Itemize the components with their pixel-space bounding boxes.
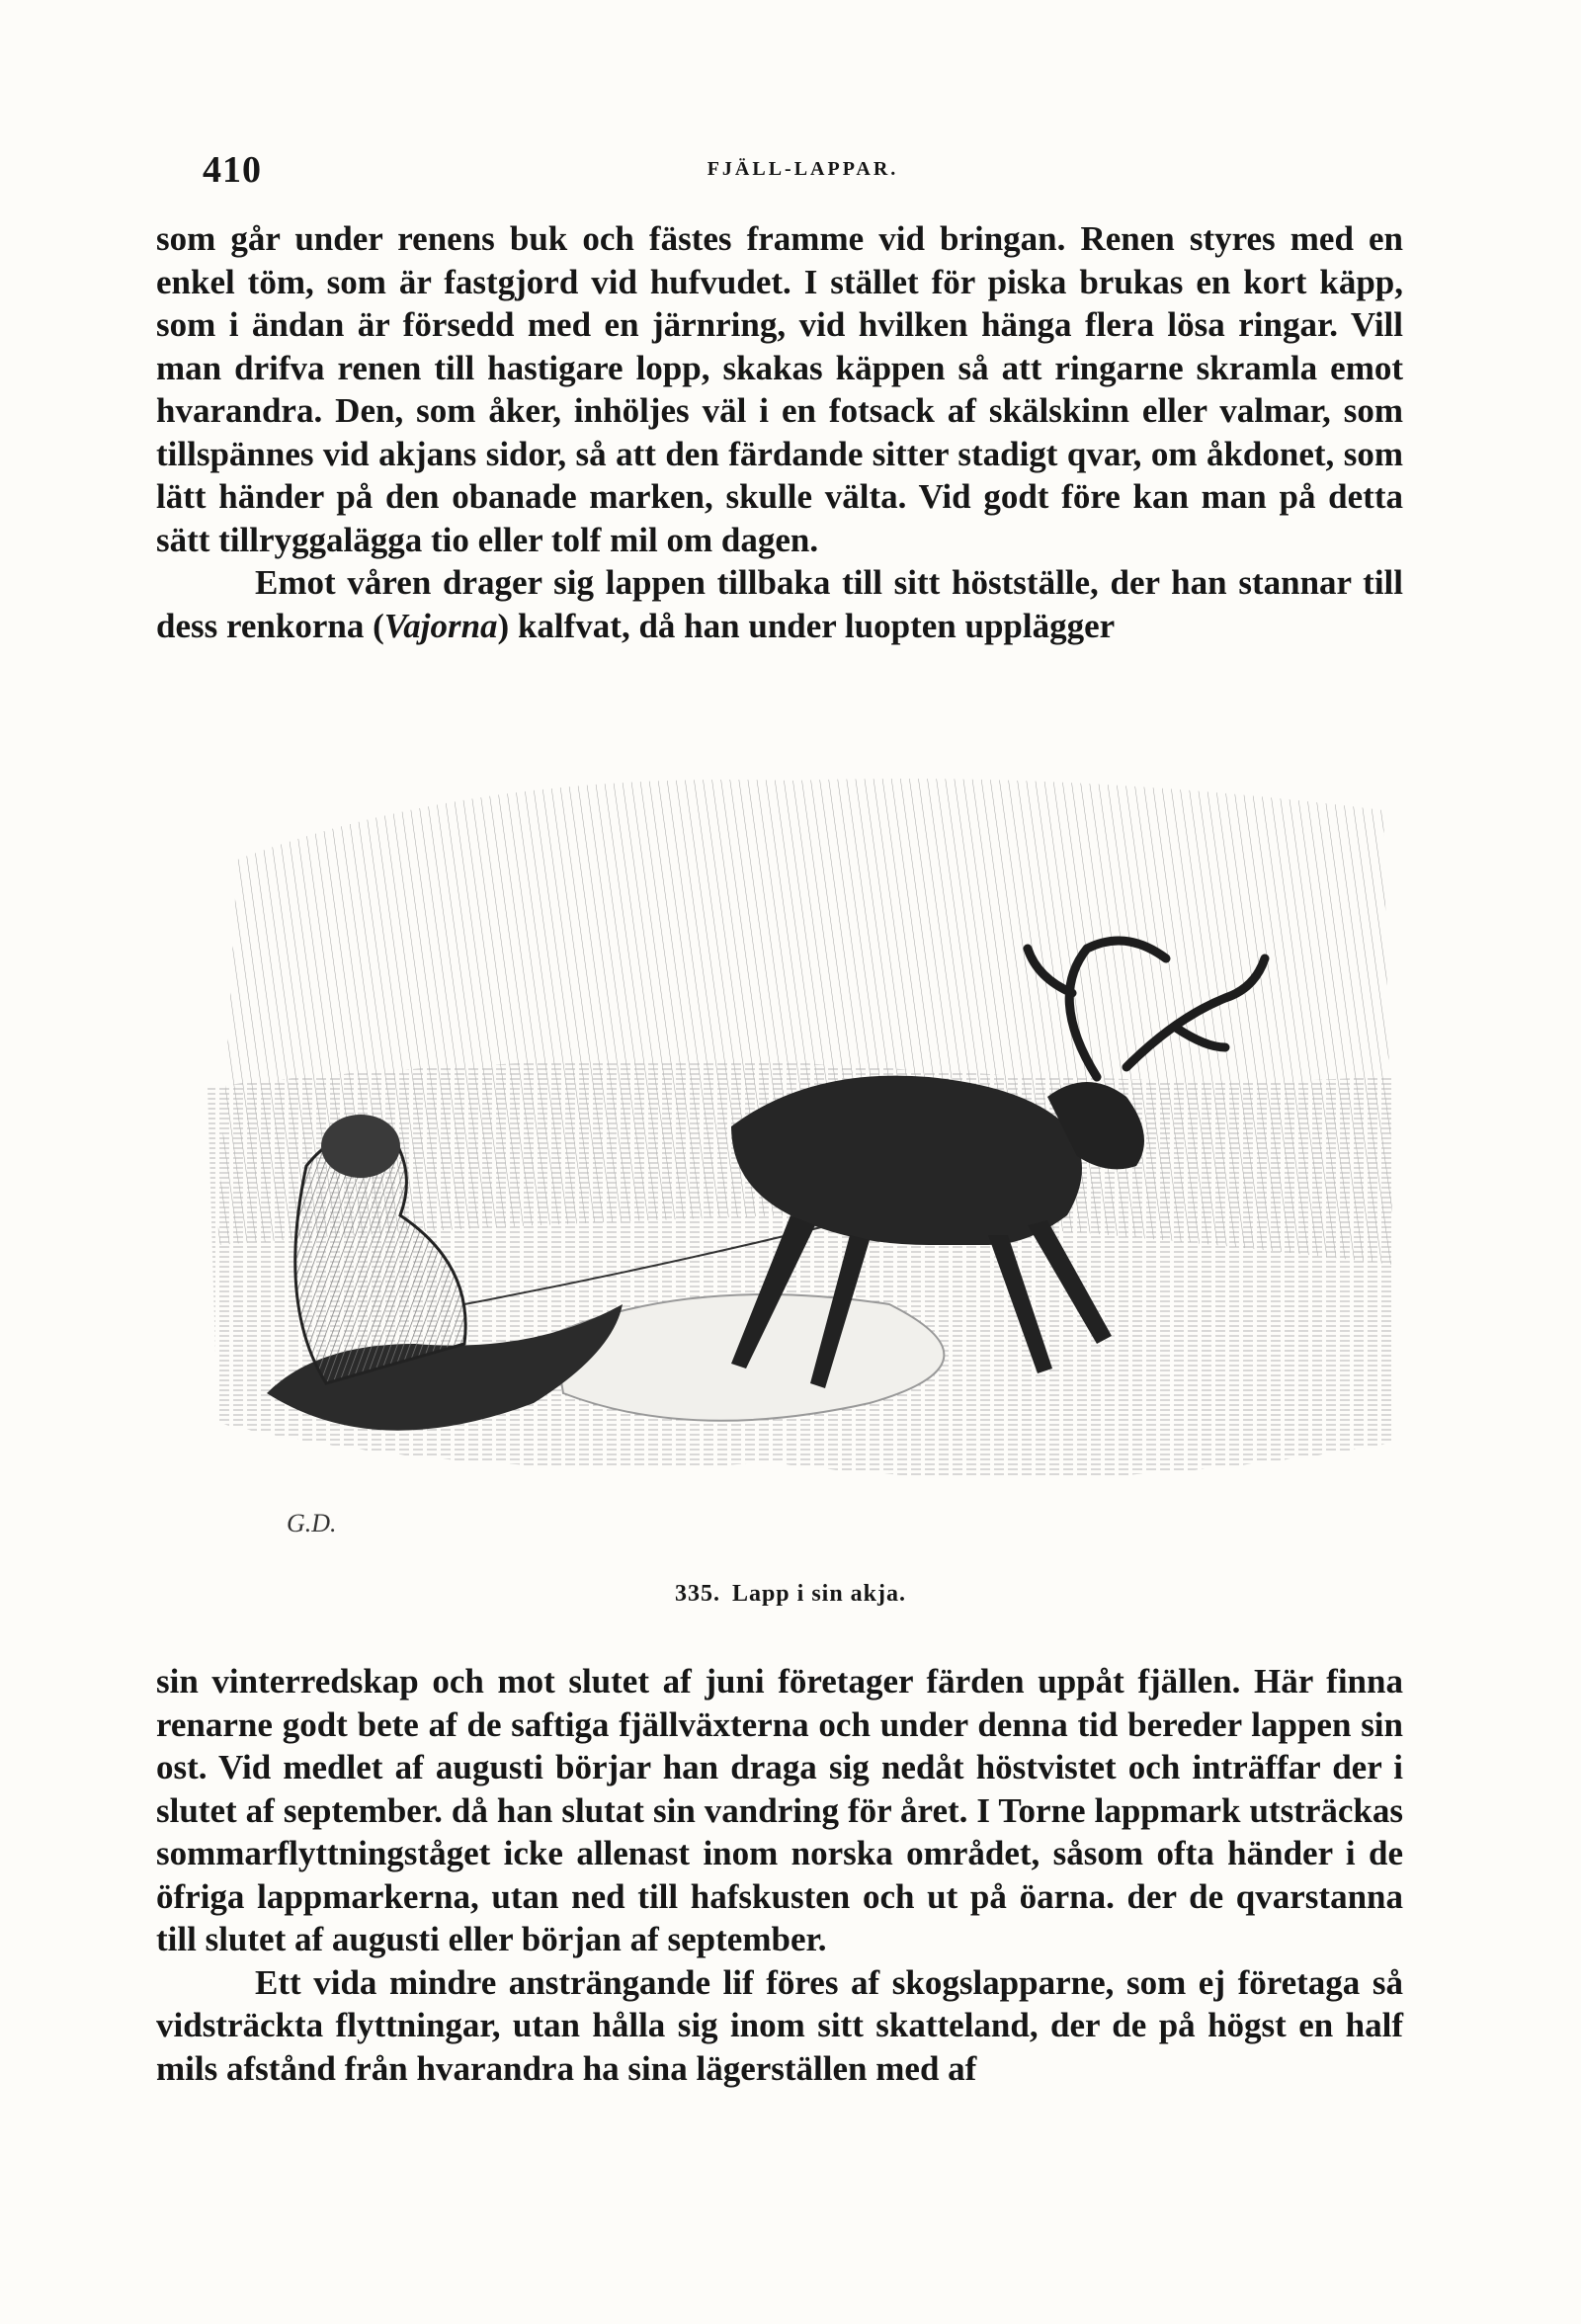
paragraph (156, 561, 1403, 647)
paragraph-text: Emot våren drager sig lappen tillbaka till sitt höstställe, der han stannar till dess renkorna ( (156, 563, 1403, 645)
paragraph: som går under renens buk och fästes framme vid bringan. Renen styres med en enkel töm, som är fastgjord vid hufvudet. I stället för piska brukas en kort käpp, som i ändan är försedd med en järnring, vid hvilken hänga flera lösa ringar. Vill man drifva renen till hastigare lopp, skakas käppen så att ringarne skramla emot hvarandra. Den, som åker, inhöljes väl i en fotsack af skälskinn eller valmar, som tillspännes vid akjans sidor, så att den färdande sitter stadigt qvar, om åkdonet, som lätt händer på den obanade marken, skulle välta. Vid godt före kan man på detta sätt tillryggalägga tio eller tolf mil om dagen. (156, 219, 1403, 559)
body-text-bottom (156, 1660, 1403, 2090)
engraving-illustration (178, 751, 1403, 1561)
running-title: FJÄLL-LAPPAR. (707, 158, 899, 180)
paragraph-text: ) kalfvat, då han under luopten upplägger (497, 606, 1116, 645)
artist-signature: G.D. (287, 1509, 337, 1537)
page-number: 410 (203, 149, 262, 191)
caption-number: 335. (674, 1581, 720, 1607)
figure-caption (0, 1581, 1581, 1608)
caption-text: Lapp i sin akja. (731, 1581, 907, 1607)
paragraph: sin vinterredskap och mot slutet af juni företager färden uppåt fjällen. Här finna renarne godt bete af de saftiga fjällväxterna och under denna tid bereder lappen sin ost. Vid medlet af augusti börjar han draga sig nedåt höstvistet och inträffar der i slutet af september. då han slutat sin vandring för året. I Torne lappmark utsträckas sommarflyttningståget icke allenast inom norska området, såsom ofta händer i de öfriga lappmarkerna, utan ned till hafskusten och ut på öarna. der de qvarstanna till slutet af augusti eller början af september. (156, 1662, 1403, 1958)
body-text-top (156, 217, 1403, 647)
paragraph: Ett vida mindre ansträngande lif föres af skogslapparne, som ej företaga så vidsträckta flyttningar, utan hålla sig inom sitt skatteland, der de på högst en half mils afstånd från hvarandra ha sina lägerställen med af (156, 1962, 1403, 2088)
running-head (203, 148, 1403, 198)
italic-term: Vajorna (383, 606, 498, 645)
reindeer-sled-engraving (178, 751, 1403, 1561)
